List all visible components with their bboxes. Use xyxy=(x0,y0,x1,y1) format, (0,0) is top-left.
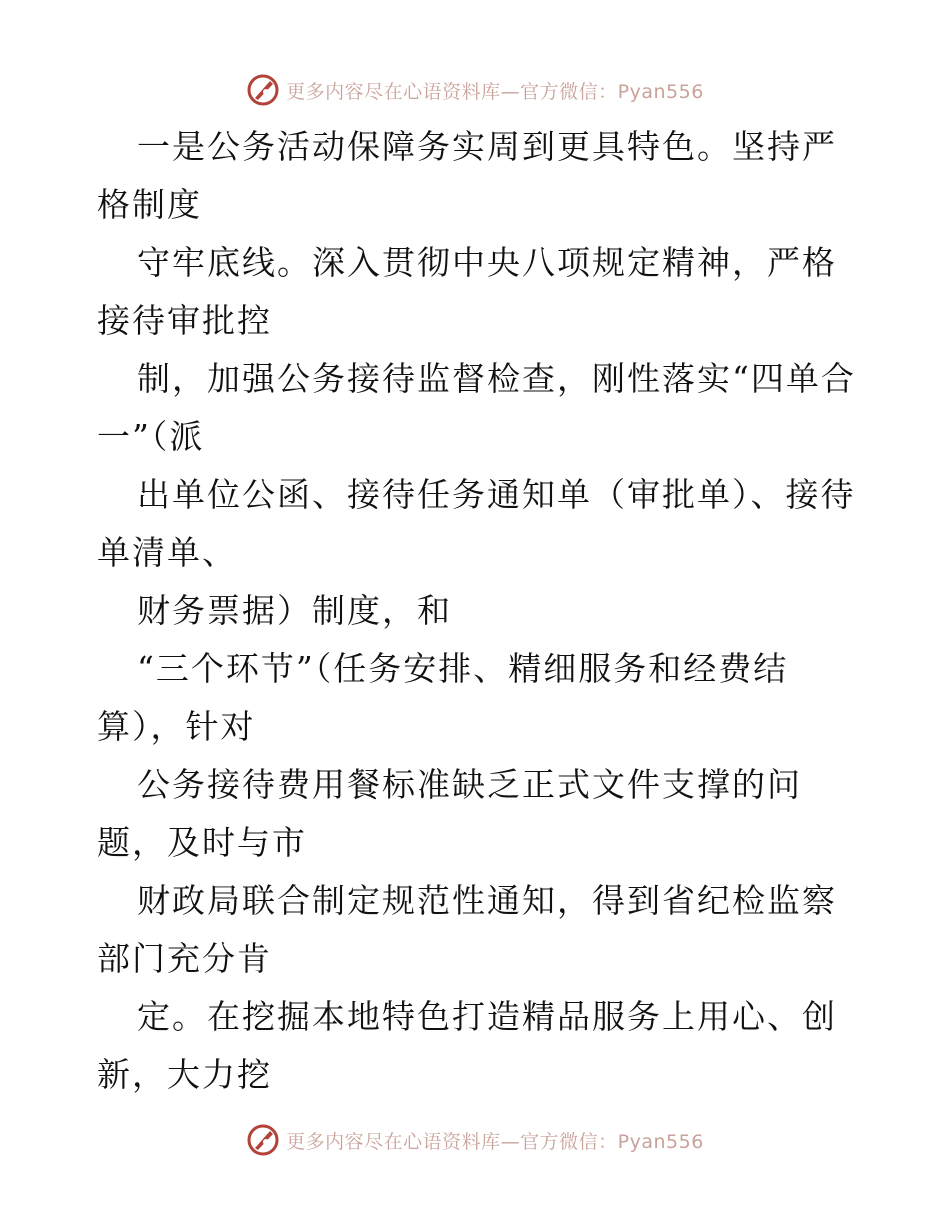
paragraph: “三个环节”（任务安排、精细服务和经费结算），针对 xyxy=(97,649,789,746)
paragraph: 一是公务活动保障务实周到更具特色。坚持严格制度 xyxy=(97,127,837,224)
pen-circle-logo-icon xyxy=(246,73,280,107)
paragraph: 公务接待费用餐标准缺乏正式文件支撑的问题，及时与市 xyxy=(97,765,802,862)
paragraph: 出单位公函、接待任务通知单（审批单）、接待单清单、 xyxy=(97,475,856,572)
pen-circle-logo-icon xyxy=(246,1123,280,1157)
header-watermark xyxy=(0,70,950,110)
document-body xyxy=(97,118,857,1104)
watermark-text: 更多内容尽在心语资料库—官方微信：Pyan556 xyxy=(286,80,704,103)
footer-watermark xyxy=(0,1120,950,1160)
paragraph: 财务票据）制度，和 xyxy=(137,591,452,630)
paragraph: 守牢底线。深入贯彻中央八项规定精神，严格接待审批控 xyxy=(97,243,837,340)
watermark-text: 更多内容尽在心语资料库—官方微信：Pyan556 xyxy=(286,1130,704,1153)
paragraph: 制，加强公务接待监督检查，刚性落实“四单合一”（派 xyxy=(97,359,856,456)
paragraph: 定。在挖掘本地特色打造精品服务上用心、创新，大力挖 xyxy=(97,997,837,1094)
paragraph: 财政局联合制定规范性通知，得到省纪检监察部门充分肯 xyxy=(97,881,837,978)
